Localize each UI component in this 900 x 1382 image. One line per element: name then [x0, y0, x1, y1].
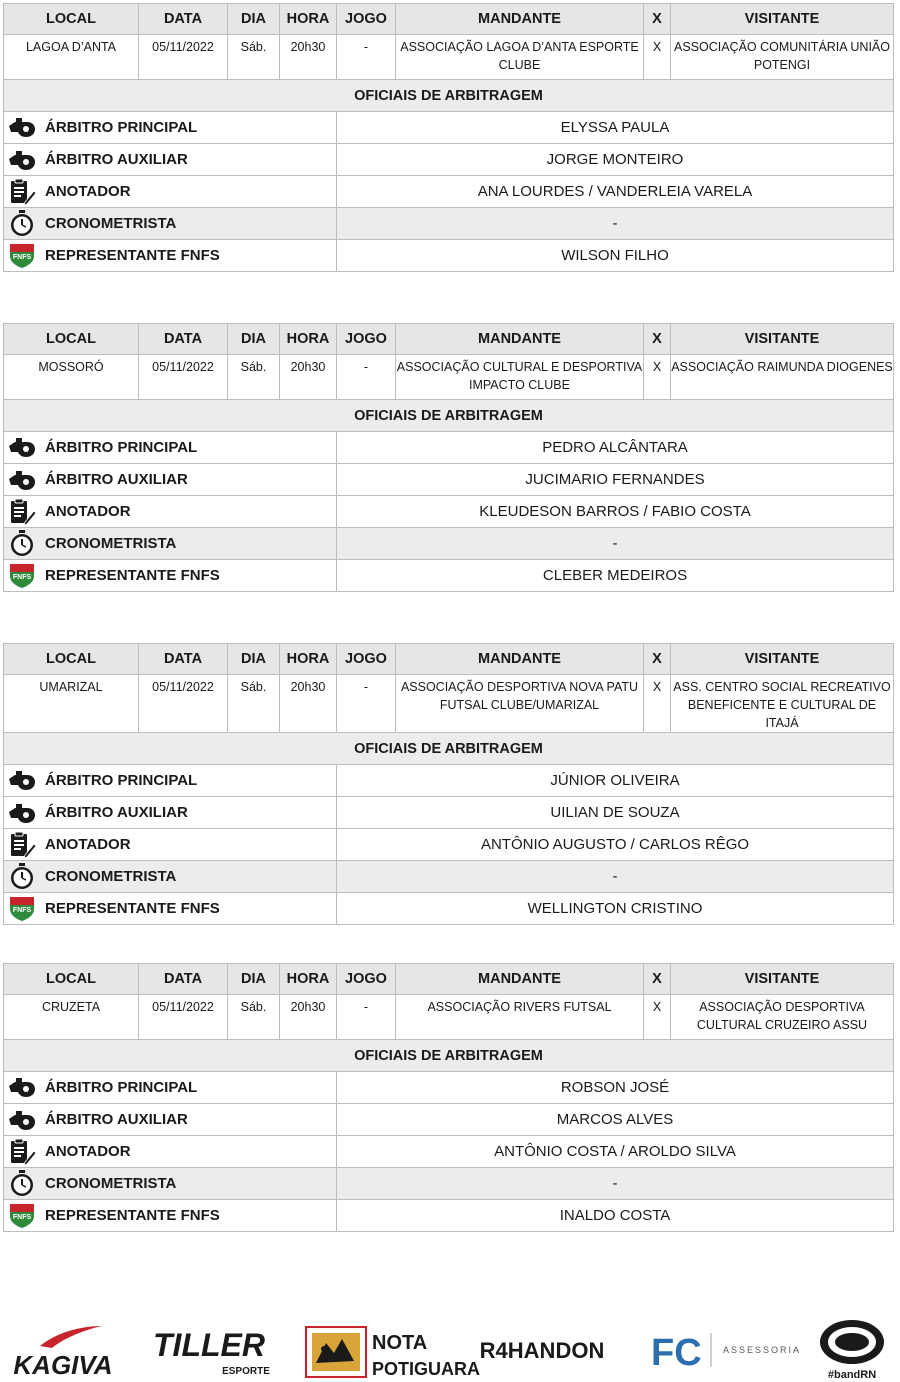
whistle-icon	[7, 767, 37, 794]
role-row-cronometrista	[4, 1168, 894, 1200]
role-label-text: REPRESENTANTE FNFS	[45, 247, 220, 264]
fnfs-badge-text: FNFS	[12, 254, 32, 261]
header-dia: DIA	[228, 4, 280, 35]
role-row-principal	[4, 112, 894, 144]
game-time: 20h30	[280, 35, 337, 80]
fnfs-badge-text: FNFS	[12, 574, 32, 581]
game-number: -	[337, 675, 396, 733]
role-value-auxiliar: MARCOS ALVES	[337, 1104, 894, 1136]
potiguara-text: POTIGUARA	[372, 1359, 480, 1379]
game-day: Sáb.	[228, 355, 280, 400]
whistle-icon	[7, 799, 37, 826]
header-mandante: MANDANTE	[396, 964, 644, 995]
role-label-text: ÁRBITRO AUXILIAR	[45, 151, 188, 168]
role-value-cronometrista: -	[337, 861, 894, 893]
role-label-cronometrista	[4, 208, 337, 240]
header-local: LOCAL	[4, 324, 139, 355]
header-jogo: JOGO	[337, 4, 396, 35]
role-row-representante	[4, 1200, 894, 1232]
game-local: CRUZETA	[4, 995, 139, 1040]
role-value-representante: WILSON FILHO	[337, 240, 894, 272]
header-jogo: JOGO	[337, 644, 396, 675]
header-hora: HORA	[280, 644, 337, 675]
fnfs-shield-icon	[7, 242, 37, 269]
role-value-cronometrista: -	[337, 208, 894, 240]
game-table	[3, 323, 894, 592]
whistle-icon	[7, 434, 37, 461]
game-table	[3, 643, 894, 925]
role-label-text: ANOTADOR	[45, 1143, 131, 1160]
header-x: X	[644, 644, 671, 675]
officials-title-row	[4, 733, 894, 765]
game-block-3	[3, 643, 893, 925]
officials-title: OFICIAIS DE ARBITRAGEM	[4, 1040, 894, 1072]
role-label-text: ANOTADOR	[45, 503, 131, 520]
game-versus: X	[644, 35, 671, 80]
nota-potiguara-logo	[303, 1318, 480, 1382]
sponsors-footer	[0, 1318, 900, 1382]
game-local: LAGOA D’ANTA	[4, 35, 139, 80]
game-time: 20h30	[280, 355, 337, 400]
role-label-text: CRONOMETRISTA	[45, 868, 177, 885]
role-label-principal	[4, 1072, 337, 1104]
role-label-text: ANOTADOR	[45, 836, 131, 853]
role-label-principal	[4, 765, 337, 797]
role-value-representante: INALDO COSTA	[337, 1200, 894, 1232]
header-row	[4, 964, 894, 995]
game-block-4	[3, 963, 893, 1232]
role-label-text: ÁRBITRO PRINCIPAL	[45, 772, 198, 789]
role-label-auxiliar	[4, 464, 337, 496]
kagiva-text: KAGIVA	[12, 1350, 113, 1380]
whistle-icon	[7, 114, 37, 141]
tiller-logo	[145, 1318, 273, 1382]
game-day: Sáb.	[228, 675, 280, 733]
game-number: -	[337, 355, 396, 400]
role-row-principal	[4, 1072, 894, 1104]
whistle-icon	[7, 1106, 37, 1133]
header-row	[4, 644, 894, 675]
fnfs-shield-icon	[7, 562, 37, 589]
role-row-cronometrista	[4, 208, 894, 240]
game-block-1	[3, 3, 893, 272]
game-home-team: ASSOCIAÇÃO CULTURAL E DESPORTIVA IMPACTO CLUBE	[396, 355, 644, 400]
stopwatch-icon	[7, 863, 37, 890]
game-local: MOSSORÓ	[4, 355, 139, 400]
role-label-anotador	[4, 176, 337, 208]
header-local: LOCAL	[4, 644, 139, 675]
role-row-auxiliar	[4, 144, 894, 176]
game-block-2	[3, 323, 893, 592]
game-home-team: ASSOCIAÇÃO RIVERS FUTSAL	[396, 995, 644, 1040]
header-row	[4, 324, 894, 355]
fnfs-shield-icon	[7, 1202, 37, 1229]
game-versus: X	[644, 995, 671, 1040]
nota-text: NOTA	[372, 1332, 428, 1354]
game-info-row	[4, 35, 894, 80]
role-label-text: ÁRBITRO PRINCIPAL	[45, 1079, 198, 1096]
role-value-principal: JÚNIOR OLIVEIRA	[337, 765, 894, 797]
role-value-anotador: ANTÔNIO AUGUSTO / CARLOS RÊGO	[337, 829, 894, 861]
game-time: 20h30	[280, 995, 337, 1040]
officials-title: OFICIAIS DE ARBITRAGEM	[4, 400, 894, 432]
role-row-anotador	[4, 1136, 894, 1168]
role-row-representante	[4, 560, 894, 592]
header-visitante: VISITANTE	[671, 324, 894, 355]
role-value-representante: CLEBER MEDEIROS	[337, 560, 894, 592]
game-versus: X	[644, 675, 671, 733]
role-value-principal: PEDRO ALCÂNTARA	[337, 432, 894, 464]
role-label-text: CRONOMETRISTA	[45, 535, 177, 552]
role-label-auxiliar	[4, 797, 337, 829]
game-info-row	[4, 355, 894, 400]
tiller-text: TILLER	[153, 1327, 265, 1363]
fnfs-shield-icon	[7, 895, 37, 922]
role-label-anotador	[4, 1136, 337, 1168]
header-jogo: JOGO	[337, 964, 396, 995]
game-home-team: ASSOCIAÇÃO DESPORTIVA NOVA PATU FUTSAL CLUBE/UMARIZAL	[396, 675, 644, 733]
header-local: LOCAL	[4, 4, 139, 35]
game-info-row	[4, 675, 894, 733]
game-date: 05/11/2022	[139, 675, 228, 733]
header-visitante: VISITANTE	[671, 644, 894, 675]
header-x: X	[644, 4, 671, 35]
officials-title-row	[4, 80, 894, 112]
role-value-anotador: KLEUDESON BARROS / FABIO COSTA	[337, 496, 894, 528]
role-value-anotador: ANA LOURDES / VANDERLEIA VARELA	[337, 176, 894, 208]
role-row-anotador	[4, 829, 894, 861]
fc-text: ASSESSORIA	[723, 1345, 802, 1355]
role-label-text: ÁRBITRO AUXILIAR	[45, 804, 188, 821]
clipboard-pen-icon	[7, 831, 37, 858]
role-label-anotador	[4, 829, 337, 861]
role-label-text: ANOTADOR	[45, 183, 131, 200]
role-label-text: REPRESENTANTE FNFS	[45, 567, 220, 584]
r4handon-logo	[467, 1318, 617, 1382]
game-local: UMARIZAL	[4, 675, 139, 733]
role-value-auxiliar: UILIAN DE SOUZA	[337, 797, 894, 829]
whistle-icon	[7, 1074, 37, 1101]
header-x: X	[644, 964, 671, 995]
role-value-auxiliar: JORGE MONTEIRO	[337, 144, 894, 176]
whistle-icon	[7, 146, 37, 173]
header-mandante: MANDANTE	[396, 644, 644, 675]
header-hora: HORA	[280, 4, 337, 35]
tiller-subtext: ESPORTE	[222, 1366, 270, 1377]
officials-title: OFICIAIS DE ARBITRAGEM	[4, 80, 894, 112]
officials-title-row	[4, 1040, 894, 1072]
header-jogo: JOGO	[337, 324, 396, 355]
role-label-auxiliar	[4, 144, 337, 176]
game-away-team: ASS. CENTRO SOCIAL RECREATIVO BENEFICENTE E CULTURAL DE ITAJÁ	[671, 675, 894, 733]
role-label-representante	[4, 893, 337, 925]
header-local: LOCAL	[4, 964, 139, 995]
officials-title: OFICIAIS DE ARBITRAGEM	[4, 733, 894, 765]
role-row-auxiliar	[4, 464, 894, 496]
clipboard-pen-icon	[7, 1138, 37, 1165]
game-date: 05/11/2022	[139, 355, 228, 400]
stopwatch-icon	[7, 1170, 37, 1197]
game-away-team: ASSOCIAÇÃO RAIMUNDA DIOGENES	[671, 355, 894, 400]
header-x: X	[644, 324, 671, 355]
role-label-text: ÁRBITRO PRINCIPAL	[45, 439, 198, 456]
role-row-representante	[4, 240, 894, 272]
header-hora: HORA	[280, 324, 337, 355]
role-label-cronometrista	[4, 861, 337, 893]
stopwatch-icon	[7, 530, 37, 557]
role-value-principal: ELYSSA PAULA	[337, 112, 894, 144]
role-label-text: CRONOMETRISTA	[45, 1175, 177, 1192]
whistle-icon	[7, 466, 37, 493]
role-row-cronometrista	[4, 861, 894, 893]
header-visitante: VISITANTE	[671, 4, 894, 35]
band-text: #bandRN	[827, 1369, 877, 1381]
role-row-auxiliar	[4, 797, 894, 829]
role-row-principal	[4, 432, 894, 464]
fc-assessoria-logo	[648, 1318, 802, 1382]
game-away-team: ASSOCIAÇÃO COMUNITÁRIA UNIÃO POTENGI	[671, 35, 894, 80]
game-away-team: ASSOCIAÇÃO DESPORTIVA CULTURAL CRUZEIRO ASSU	[671, 995, 894, 1040]
kagiva-logo	[0, 1318, 125, 1382]
role-label-text: ÁRBITRO AUXILIAR	[45, 1111, 188, 1128]
header-visitante: VISITANTE	[671, 964, 894, 995]
band-rn-logo	[812, 1318, 892, 1382]
game-day: Sáb.	[228, 35, 280, 80]
game-home-team: ASSOCIAÇÃO LAGOA D’ANTA ESPORTE CLUBE	[396, 35, 644, 80]
header-data: DATA	[139, 4, 228, 35]
game-number: -	[337, 35, 396, 80]
role-label-auxiliar	[4, 1104, 337, 1136]
header-data: DATA	[139, 644, 228, 675]
header-hora: HORA	[280, 964, 337, 995]
role-label-cronometrista	[4, 1168, 337, 1200]
role-label-representante	[4, 240, 337, 272]
header-dia: DIA	[228, 964, 280, 995]
role-row-auxiliar	[4, 1104, 894, 1136]
game-day: Sáb.	[228, 995, 280, 1040]
header-dia: DIA	[228, 644, 280, 675]
header-row	[4, 4, 894, 35]
role-label-cronometrista	[4, 528, 337, 560]
game-time: 20h30	[280, 675, 337, 733]
role-row-principal	[4, 765, 894, 797]
clipboard-pen-icon	[7, 498, 37, 525]
role-label-text: ÁRBITRO AUXILIAR	[45, 471, 188, 488]
game-table	[3, 3, 894, 272]
game-info-row	[4, 995, 894, 1040]
officials-title-row	[4, 400, 894, 432]
role-value-anotador: ANTÔNIO COSTA / AROLDO SILVA	[337, 1136, 894, 1168]
game-date: 05/11/2022	[139, 995, 228, 1040]
role-value-representante: WELLINGTON CRISTINO	[337, 893, 894, 925]
game-table	[3, 963, 894, 1232]
role-value-principal: ROBSON JOSÉ	[337, 1072, 894, 1104]
role-label-representante	[4, 560, 337, 592]
fnfs-badge-text: FNFS	[12, 907, 32, 914]
role-label-principal	[4, 432, 337, 464]
role-value-cronometrista: -	[337, 528, 894, 560]
header-data: DATA	[139, 964, 228, 995]
role-value-cronometrista: -	[337, 1168, 894, 1200]
game-versus: X	[644, 355, 671, 400]
role-row-anotador	[4, 176, 894, 208]
header-dia: DIA	[228, 324, 280, 355]
role-label-text: REPRESENTANTE FNFS	[45, 900, 220, 917]
game-number: -	[337, 995, 396, 1040]
role-label-representante	[4, 1200, 337, 1232]
game-date: 05/11/2022	[139, 35, 228, 80]
role-label-text: REPRESENTANTE FNFS	[45, 1207, 220, 1224]
role-row-cronometrista	[4, 528, 894, 560]
role-label-principal	[4, 112, 337, 144]
role-row-representante	[4, 893, 894, 925]
header-data: DATA	[139, 324, 228, 355]
role-value-auxiliar: JUCIMARIO FERNANDES	[337, 464, 894, 496]
role-label-anotador	[4, 496, 337, 528]
stopwatch-icon	[7, 210, 37, 237]
fc-mark: FC	[651, 1332, 702, 1374]
header-mandante: MANDANTE	[396, 4, 644, 35]
clipboard-pen-icon	[7, 178, 37, 205]
role-label-text: CRONOMETRISTA	[45, 215, 177, 232]
header-mandante: MANDANTE	[396, 324, 644, 355]
r4handon-text: R4HANDON	[479, 1338, 605, 1363]
role-row-anotador	[4, 496, 894, 528]
fnfs-badge-text: FNFS	[12, 1214, 32, 1221]
role-label-text: ÁRBITRO PRINCIPAL	[45, 119, 198, 136]
